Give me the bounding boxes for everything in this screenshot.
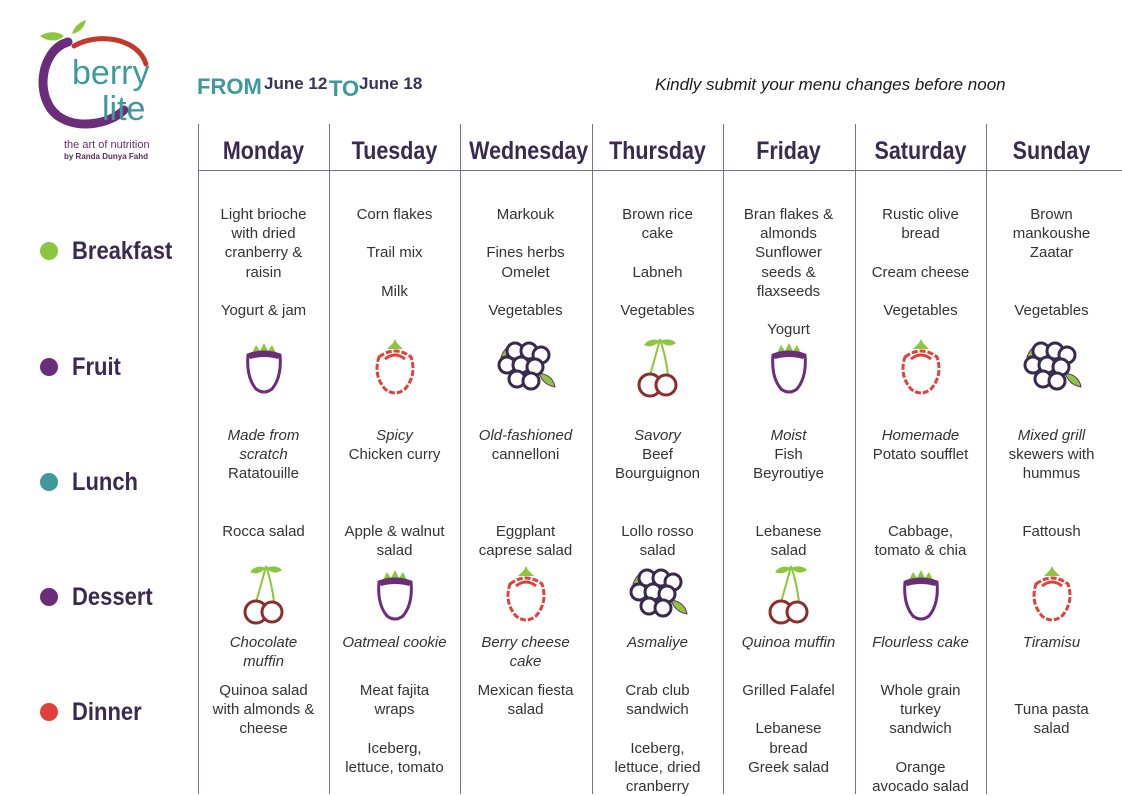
day-header-monday: Monday — [222, 137, 305, 165]
menu-line: cannelloni — [491, 446, 560, 464]
menu-line — [986, 263, 1117, 282]
day-column-wednesday — [460, 205, 591, 795]
lunch-salad — [329, 522, 460, 560]
menu-line: cheese — [239, 720, 288, 738]
menu-line — [855, 282, 986, 301]
menu-line: Rocca salad — [222, 523, 305, 540]
menu-line: cranberry & — [224, 244, 303, 262]
menu-line — [592, 719, 723, 738]
menu-line: Chocolate — [229, 634, 298, 651]
meal-lunch — [40, 467, 147, 497]
dessert-item — [986, 633, 1117, 652]
menu-line — [592, 282, 723, 301]
dessert-item — [198, 633, 329, 671]
to-label: TO — [329, 76, 360, 101]
cherry-icon — [723, 562, 854, 632]
dessert-item — [329, 633, 460, 652]
meal-label: Dessert — [72, 582, 153, 611]
menu-line — [329, 263, 460, 282]
menu-line: Bourguignon — [614, 465, 701, 483]
grapes-icon — [986, 335, 1117, 405]
dinner-items — [986, 681, 1117, 739]
menu-line: Zaatar — [1029, 244, 1074, 262]
raspberry-icon — [855, 335, 986, 405]
menu-line: Quinoa salad — [219, 682, 308, 699]
lunch-dish — [592, 445, 723, 483]
lunch-descriptor — [329, 426, 460, 445]
menu-line — [198, 282, 329, 301]
fruit-dot-icon — [40, 358, 58, 376]
lunch-dish — [723, 445, 854, 483]
menu-line — [723, 301, 854, 320]
grapes-icon — [592, 562, 723, 632]
fig-icon — [329, 562, 460, 632]
day-header-thursday: Thursday — [609, 137, 706, 165]
menu-line: Corn flakes — [356, 206, 433, 223]
menu-line: Rustic olive — [882, 206, 959, 223]
menu-line: Homemade — [881, 427, 960, 444]
menu-line: Flourless cake — [872, 634, 969, 651]
breakfast-items — [986, 205, 1117, 320]
dessert-item — [855, 633, 986, 652]
menu-line: bread — [901, 225, 940, 243]
day-column-saturday — [855, 205, 986, 795]
menu-line: Markouk — [496, 206, 555, 223]
menu-line: Light brioche — [220, 206, 307, 223]
dessert-item — [460, 633, 591, 671]
day-column-thursday — [592, 205, 723, 795]
menu-line — [460, 282, 591, 301]
lunch-dish — [329, 445, 460, 464]
menu-line: scratch — [239, 446, 288, 464]
menu-line: wraps — [374, 701, 415, 719]
menu-line — [592, 243, 723, 262]
menu-line: Yogurt — [767, 321, 810, 339]
meal-label: Fruit — [72, 352, 121, 381]
lunch-descriptor — [723, 426, 854, 445]
menu-line: with almonds & — [212, 701, 315, 719]
breakfast-items — [855, 205, 986, 320]
menu-line: turkey — [900, 701, 941, 719]
menu-line — [460, 224, 591, 243]
menu-line: Bran flakes & — [743, 206, 834, 223]
menu-line: almonds — [760, 225, 817, 243]
lunch-salad — [592, 522, 723, 560]
raspberry-icon — [986, 562, 1117, 632]
day-column-friday — [723, 205, 854, 795]
menu-line — [855, 739, 986, 758]
menu-line: Vegetables — [1014, 301, 1089, 319]
menu-line: Oatmeal cookie — [342, 634, 447, 651]
lunch-salad — [198, 522, 329, 541]
menu-line: Made from — [227, 427, 300, 444]
lunch-salad — [723, 522, 854, 560]
tagline — [64, 139, 150, 163]
menu-line: Grilled Falafel — [742, 682, 835, 699]
menu-line: Beef — [642, 446, 673, 464]
meal-fruit — [40, 352, 128, 382]
dinner-items — [329, 681, 460, 777]
meal-label: Breakfast — [72, 236, 173, 265]
menu-line: cake — [509, 653, 542, 671]
menu-line: sandwich — [889, 720, 952, 738]
breakfast-items — [460, 205, 591, 320]
menu-line: Savory — [634, 427, 681, 444]
menu-line: Tiramisu — [1022, 634, 1081, 651]
lunch-salad — [460, 522, 591, 560]
menu-line — [329, 224, 460, 243]
breakfast-dot-icon — [40, 242, 58, 260]
day-column-monday — [198, 205, 329, 795]
lunch-salad — [986, 522, 1117, 541]
menu-line: skewers with — [1008, 446, 1095, 464]
meal-dessert — [40, 582, 164, 612]
menu-line — [855, 243, 986, 262]
day-column-sunday — [986, 205, 1117, 795]
logo-icon — [28, 20, 168, 140]
header-divider — [198, 170, 1122, 171]
menu-line: Potato soufflet — [872, 446, 969, 464]
to-date: June 18 — [359, 74, 423, 93]
menu-line: muffin — [243, 653, 284, 671]
lunch-descriptor — [198, 426, 329, 464]
menu-line: sandwich — [626, 701, 689, 719]
menu-line: with dried — [231, 225, 296, 243]
menu-line: salad — [639, 542, 676, 560]
dinner-dot-icon — [40, 703, 58, 721]
lunch-salad — [855, 522, 986, 560]
menu-line: Yogurt & jam — [220, 301, 307, 319]
menu-notice: Kindly submit your menu changes before noon — [655, 75, 1006, 94]
lunch-descriptor — [460, 426, 591, 445]
tagline-text: the art of nutrition — [64, 139, 150, 151]
menu-line: Greek salad — [748, 758, 829, 776]
dessert-dot-icon — [40, 588, 58, 606]
menu-line: Trail mix — [366, 244, 423, 262]
menu-line: flaxseeds — [756, 282, 821, 300]
from-label: FROM — [197, 74, 262, 99]
menu-line: Milk — [381, 282, 408, 300]
menu-line: salad — [376, 542, 413, 560]
menu-line: Tuna pasta — [1014, 701, 1089, 719]
lunch-dish — [855, 445, 986, 464]
lunch-dish — [986, 445, 1117, 483]
day-header-tuesday: Tuesday — [351, 137, 438, 165]
menu-line: salad — [507, 701, 544, 719]
meal-label: Lunch — [72, 467, 138, 496]
menu-line: Mixed grill — [1017, 427, 1086, 444]
lunch-dot-icon — [40, 473, 58, 491]
menu-line — [986, 282, 1117, 301]
day-header-sunday: Sunday — [1012, 137, 1091, 165]
brand-line2: lite — [102, 90, 146, 128]
dinner-items — [723, 681, 854, 777]
dessert-item — [592, 633, 723, 652]
menu-line: Iceberg, — [630, 739, 685, 757]
dinner-items — [460, 681, 591, 719]
day-header-friday: Friday — [756, 137, 821, 165]
menu-line: seeds & — [761, 263, 816, 281]
lunch-dish — [198, 464, 329, 483]
menu-line: Moist — [770, 427, 807, 444]
menu-line: avocado salad — [872, 777, 969, 795]
menu-line: Beyroutiye — [753, 465, 824, 483]
menu-line: Lebanese — [755, 720, 822, 738]
menu-line: Meat fajita — [359, 682, 430, 699]
breakfast-items — [723, 205, 854, 339]
menu-line: Asmaliye — [627, 634, 688, 651]
menu-line: hummus — [1022, 465, 1081, 483]
raspberry-icon — [329, 335, 460, 405]
menu-line: Brown rice — [622, 206, 693, 223]
day-column-tuesday — [329, 205, 460, 795]
grapes-icon — [460, 335, 591, 405]
menu-line: Eggplant — [495, 523, 556, 540]
cherry-icon — [592, 335, 723, 405]
menu-line: Apple & walnut — [344, 523, 445, 540]
meal-label: Dinner — [72, 697, 142, 726]
menu-line: salad — [1033, 720, 1070, 738]
meal-breakfast — [40, 236, 186, 266]
menu-line: Spicy — [376, 427, 413, 444]
menu-line: caprese salad — [478, 542, 573, 560]
breakfast-items — [592, 205, 723, 320]
raspberry-icon — [460, 562, 591, 632]
menu-line: Fattoush — [1022, 523, 1081, 540]
dessert-item — [723, 633, 854, 652]
menu-line: salad — [770, 542, 807, 560]
menu-line — [723, 700, 854, 719]
menu-line: Crab club — [625, 682, 690, 699]
menu-line: lettuce, dried — [614, 758, 701, 776]
menu-line: Mexican fiesta — [477, 682, 574, 699]
menu-line: Vegetables — [620, 301, 695, 319]
menu-line: Chicken curry — [348, 446, 441, 464]
menu-line: Brown — [1030, 206, 1073, 223]
dinner-items — [855, 681, 986, 796]
fig-icon — [198, 335, 329, 405]
lunch-descriptor — [855, 426, 986, 445]
menu-line: cake — [641, 225, 674, 243]
menu-line: lettuce, tomato — [345, 758, 444, 776]
menu-line: Sunflower — [755, 244, 822, 262]
menu-line: Old-fashioned — [478, 427, 573, 444]
fig-icon — [723, 335, 854, 405]
dinner-items — [592, 681, 723, 796]
from-date: June 12 — [264, 74, 328, 93]
menu-line: Lebanese — [755, 523, 822, 540]
breakfast-items — [329, 205, 460, 301]
menu-line — [986, 681, 1117, 700]
menu-line: Vegetables — [883, 301, 958, 319]
menu-line: Iceberg, — [367, 739, 422, 757]
menu-line: Lollo rosso — [621, 523, 694, 540]
menu-line: Fines herbs — [486, 244, 565, 262]
lunch-descriptor — [592, 426, 723, 445]
menu-line: raisin — [245, 263, 282, 281]
menu-line: Quinoa muffin — [741, 634, 836, 651]
byline: by Randa Dunya Fahd — [64, 152, 149, 161]
menu-line: Vegetables — [488, 301, 563, 319]
fig-icon — [855, 562, 986, 632]
menu-line: Omelet — [501, 263, 550, 281]
menu-line: Whole grain — [880, 682, 961, 699]
day-header-wednesday: Wednesday — [469, 137, 589, 165]
lunch-dish — [460, 445, 591, 464]
day-header-saturday: Saturday — [874, 137, 967, 165]
menu-line: mankoushe — [1012, 225, 1091, 243]
meal-dinner — [40, 697, 151, 727]
menu-line: Berry cheese — [481, 634, 570, 651]
menu-line — [329, 719, 460, 738]
menu-line: tomato & chia — [874, 542, 967, 560]
dinner-items — [198, 681, 329, 739]
menu-line: Ratatouille — [228, 465, 299, 483]
menu-line: Cabbage, — [887, 523, 954, 540]
menu-line: cranberry — [625, 777, 690, 795]
cherry-icon — [198, 562, 329, 632]
lunch-descriptor — [986, 426, 1117, 445]
menu-line: Labneh — [632, 263, 683, 281]
menu-line: Cream cheese — [871, 263, 970, 281]
menu-line: bread — [769, 739, 808, 757]
breakfast-items — [198, 205, 329, 320]
menu-line: Fish — [774, 446, 803, 464]
brand-line1: berry — [72, 54, 150, 92]
menu-line: Orange — [895, 758, 946, 776]
